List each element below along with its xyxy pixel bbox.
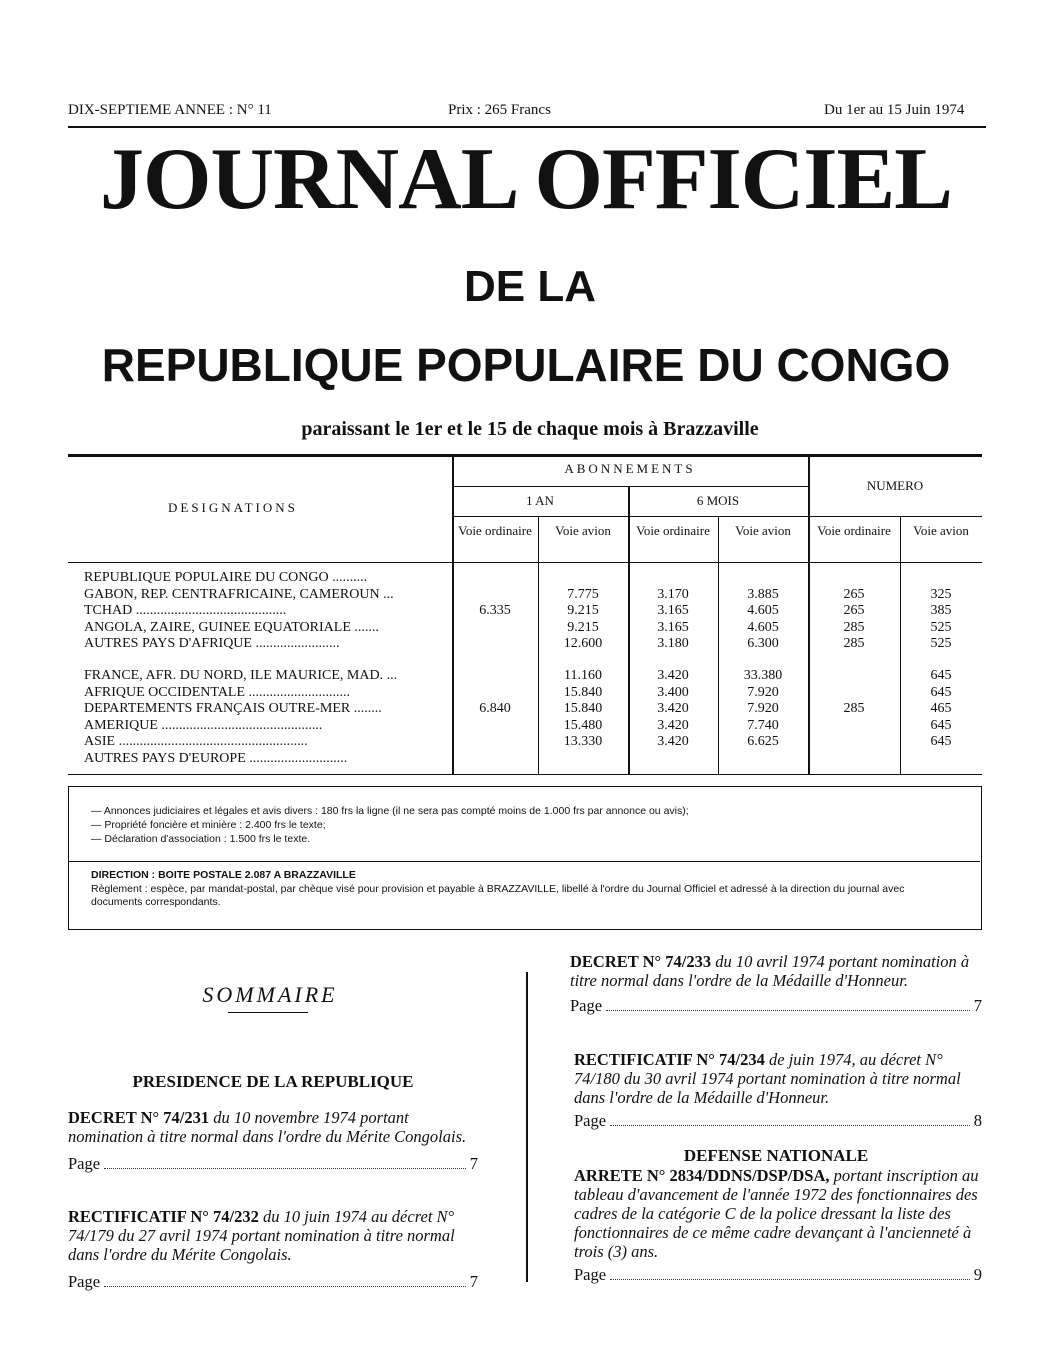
row-label: TCHAD ...........................................: [84, 603, 287, 619]
cell-num-ordinary: 285: [843, 636, 865, 652]
cell-six-ordinary: 3.420: [657, 734, 689, 750]
column-divider: [526, 972, 528, 1282]
row-label: DEPARTEMENTS FRANÇAIS OUTRE-MER ........: [84, 701, 382, 717]
payment-rules: Règlement : espèce, par mandat-postal, par chèque visé pour provision et payable à BRAZZAVILLE, libellé à l'ordre du Journal Officiel et adressé à la direction du journal avec documents correspondants.: [91, 883, 905, 908]
abonnements-header: ABONNEMENTS: [564, 461, 696, 476]
cell-six-avion: 33.380: [743, 668, 783, 683]
cell-num-avion: 645: [930, 717, 952, 733]
section-defense: DEFENSE NATIONALE: [683, 1146, 869, 1165]
cell-six-ordinary: 3.400: [657, 684, 689, 700]
cell-year-avion: 15.480: [563, 717, 603, 733]
cell-num-avion: 325: [930, 586, 952, 602]
header-rule: [68, 126, 986, 128]
row-label: ASIE ......................................................: [84, 734, 308, 750]
cell-six-avion: 7.740: [747, 717, 779, 733]
cell-year-avion: 11.160: [564, 668, 602, 683]
cell-six-ordinary: 3.165: [657, 603, 689, 619]
note-association: — Déclaration d'association : 1.500 frs le texte.: [91, 833, 311, 845]
col-num-ordinary: Voie ordinaire: [817, 523, 891, 538]
cell-six-avion: 4.605: [747, 619, 779, 635]
cell-year-avion: 9.215: [567, 619, 599, 635]
six-months-header: 6 MOIS: [696, 493, 740, 508]
cell-year-ordinary: 6.335: [479, 603, 511, 619]
sommaire-title: SOMMAIRE: [202, 982, 338, 1007]
cell-year-avion: 15.840: [563, 701, 603, 717]
table-bottom-rule: [68, 774, 982, 775]
cell-six-ordinary: 3.420: [657, 668, 689, 683]
row-label: AUTRES PAYS D'EUROPE ............................: [84, 751, 348, 766]
cell-six-ordinary: 3.420: [657, 701, 689, 717]
row-label: ANGOLA, ZAIRE, GUINEE EQUATORIALE .......: [84, 619, 379, 635]
republic-name: REPUBLIQUE POPULAIRE DU CONGO: [101, 339, 951, 391]
cell-year-avion: 13.330: [563, 734, 603, 750]
note-announcements: — Annonces judiciaires et légales et avis divers : 180 frs la ligne (il ne sera pas compté moins de 1.000 frs par annonce ou avis);: [91, 805, 689, 817]
cell-six-avion: 6.625: [747, 734, 779, 750]
entry-left-0: DECRET N° 74/231 du 10 novembre 1974 portant nomination à titre normal dans l'ordre du Mérite Congolais. Page 7: [68, 1108, 478, 1173]
entry-right-2: ARRETE N° 2834/DDNS/DSP/DSA, portant inscription au tableau d'avancement de l'année 1972 des fonctionnaires des cadres de la catégorie C de la police dressant la liste des fonctionnaires de ce même cadre devançant à l'ancienneté à trois (3) ans. Page 9: [574, 1166, 982, 1284]
cell-num-avion: 645: [930, 734, 952, 750]
sommaire-underline: [228, 1012, 308, 1013]
cell-num-avion: 525: [930, 619, 952, 635]
subscription-table: [68, 456, 982, 774]
cell-six-ordinary: 3.180: [657, 636, 689, 652]
cell-year-avion: 12.600: [563, 636, 603, 652]
note-property: — Propriété foncière et minière : 2.400 frs le texte;: [91, 819, 326, 831]
cell-six-ordinary: 3.420: [657, 717, 689, 733]
cell-six-ordinary: 3.165: [657, 619, 689, 635]
cell-num-avion: 525: [930, 636, 952, 652]
entry-right-1: RECTIFICATIF N° 74/234 de juin 1974, au décret N° 74/180 du 30 avril 1974 portant nomination à titre normal dans l'ordre de la Médaille d'Honneur. Page 8: [574, 1050, 982, 1130]
entry-right-0: DECRET N° 74/233 du 10 avril 1974 portant nomination à titre normal dans l'ordre de la Médaille d'Honneur. Page 7: [570, 952, 982, 1015]
issue-date: Du 1er au 15 Juin 1974: [824, 102, 965, 118]
section-presidence: PRESIDENCE DE LA REPUBLIQUE: [132, 1072, 414, 1091]
notes-box: [68, 786, 982, 930]
de-la: DE LA: [464, 262, 596, 311]
row-label: AUTRES PAYS D'AFRIQUE ........................: [84, 636, 340, 652]
row-label: AFRIQUE OCCIDENTALE .............................: [84, 684, 351, 700]
designations-header: DESIGNATIONS: [168, 500, 298, 515]
masthead-subtitle: paraissant le 1er et le 15 de chaque mois à Brazzaville: [301, 418, 759, 440]
row-label: REPUBLIQUE POPULAIRE DU CONGO ..........: [84, 570, 368, 585]
cell-num-ordinary: 285: [843, 619, 865, 635]
cell-num-avion: 645: [930, 668, 952, 683]
cell-six-avion: 7.920: [747, 684, 779, 700]
cell-year-ordinary: 6.840: [479, 701, 511, 717]
col-year-ordinary: Voie ordinaire: [458, 523, 532, 538]
cell-six-avion: 7.920: [747, 701, 779, 717]
journal-title: JOURNAL OFFICIEL: [100, 131, 952, 228]
cell-num-ordinary: 265: [843, 586, 865, 602]
cell-six-ordinary: 3.170: [657, 586, 689, 602]
col-six-ordinary: Voie ordinaire: [636, 523, 710, 538]
cell-num-avion: 645: [930, 684, 952, 700]
col-six-avion: Voie avion: [735, 523, 791, 538]
row-label: GABON, REP. CENTRAFRICAINE, CAMEROUN ...: [84, 586, 394, 602]
cell-six-avion: 3.885: [747, 586, 779, 602]
col-year-avion: Voie avion: [555, 523, 611, 538]
cell-six-avion: 4.605: [747, 603, 779, 619]
row-label: AMERIQUE ..............................................: [84, 717, 323, 733]
cell-year-avion: 7.775: [567, 586, 599, 602]
cell-year-avion: 9.215: [567, 603, 599, 619]
issue-number: DIX-SEPTIEME ANNEE : N° 11: [68, 102, 272, 118]
col-num-avion: Voie avion: [913, 523, 969, 538]
row-label: FRANCE, AFR. DU NORD, ILE MAURICE, MAD. ...: [84, 668, 398, 683]
cell-num-ordinary: 265: [843, 603, 865, 619]
cell-six-avion: 6.300: [747, 636, 779, 652]
cell-num-avion: 385: [930, 603, 952, 619]
cell-num-avion: 465: [930, 701, 952, 717]
cell-year-avion: 15.840: [563, 684, 603, 700]
one-year-header: 1 AN: [526, 493, 554, 508]
price: Prix : 265 Francs: [448, 102, 551, 118]
cell-num-ordinary: 285: [843, 701, 865, 717]
numero-header: NUMERO: [866, 478, 924, 493]
direction-address: DIRECTION : BOITE POSTALE 2.087 A BRAZZAVILLE: [91, 869, 356, 881]
entry-left-1: RECTIFICATIF N° 74/232 du 10 juin 1974 au décret N° 74/179 du 27 avril 1974 portant nomination à titre normal dans l'ordre du Mérite Congolais. Page 7: [68, 1207, 478, 1291]
